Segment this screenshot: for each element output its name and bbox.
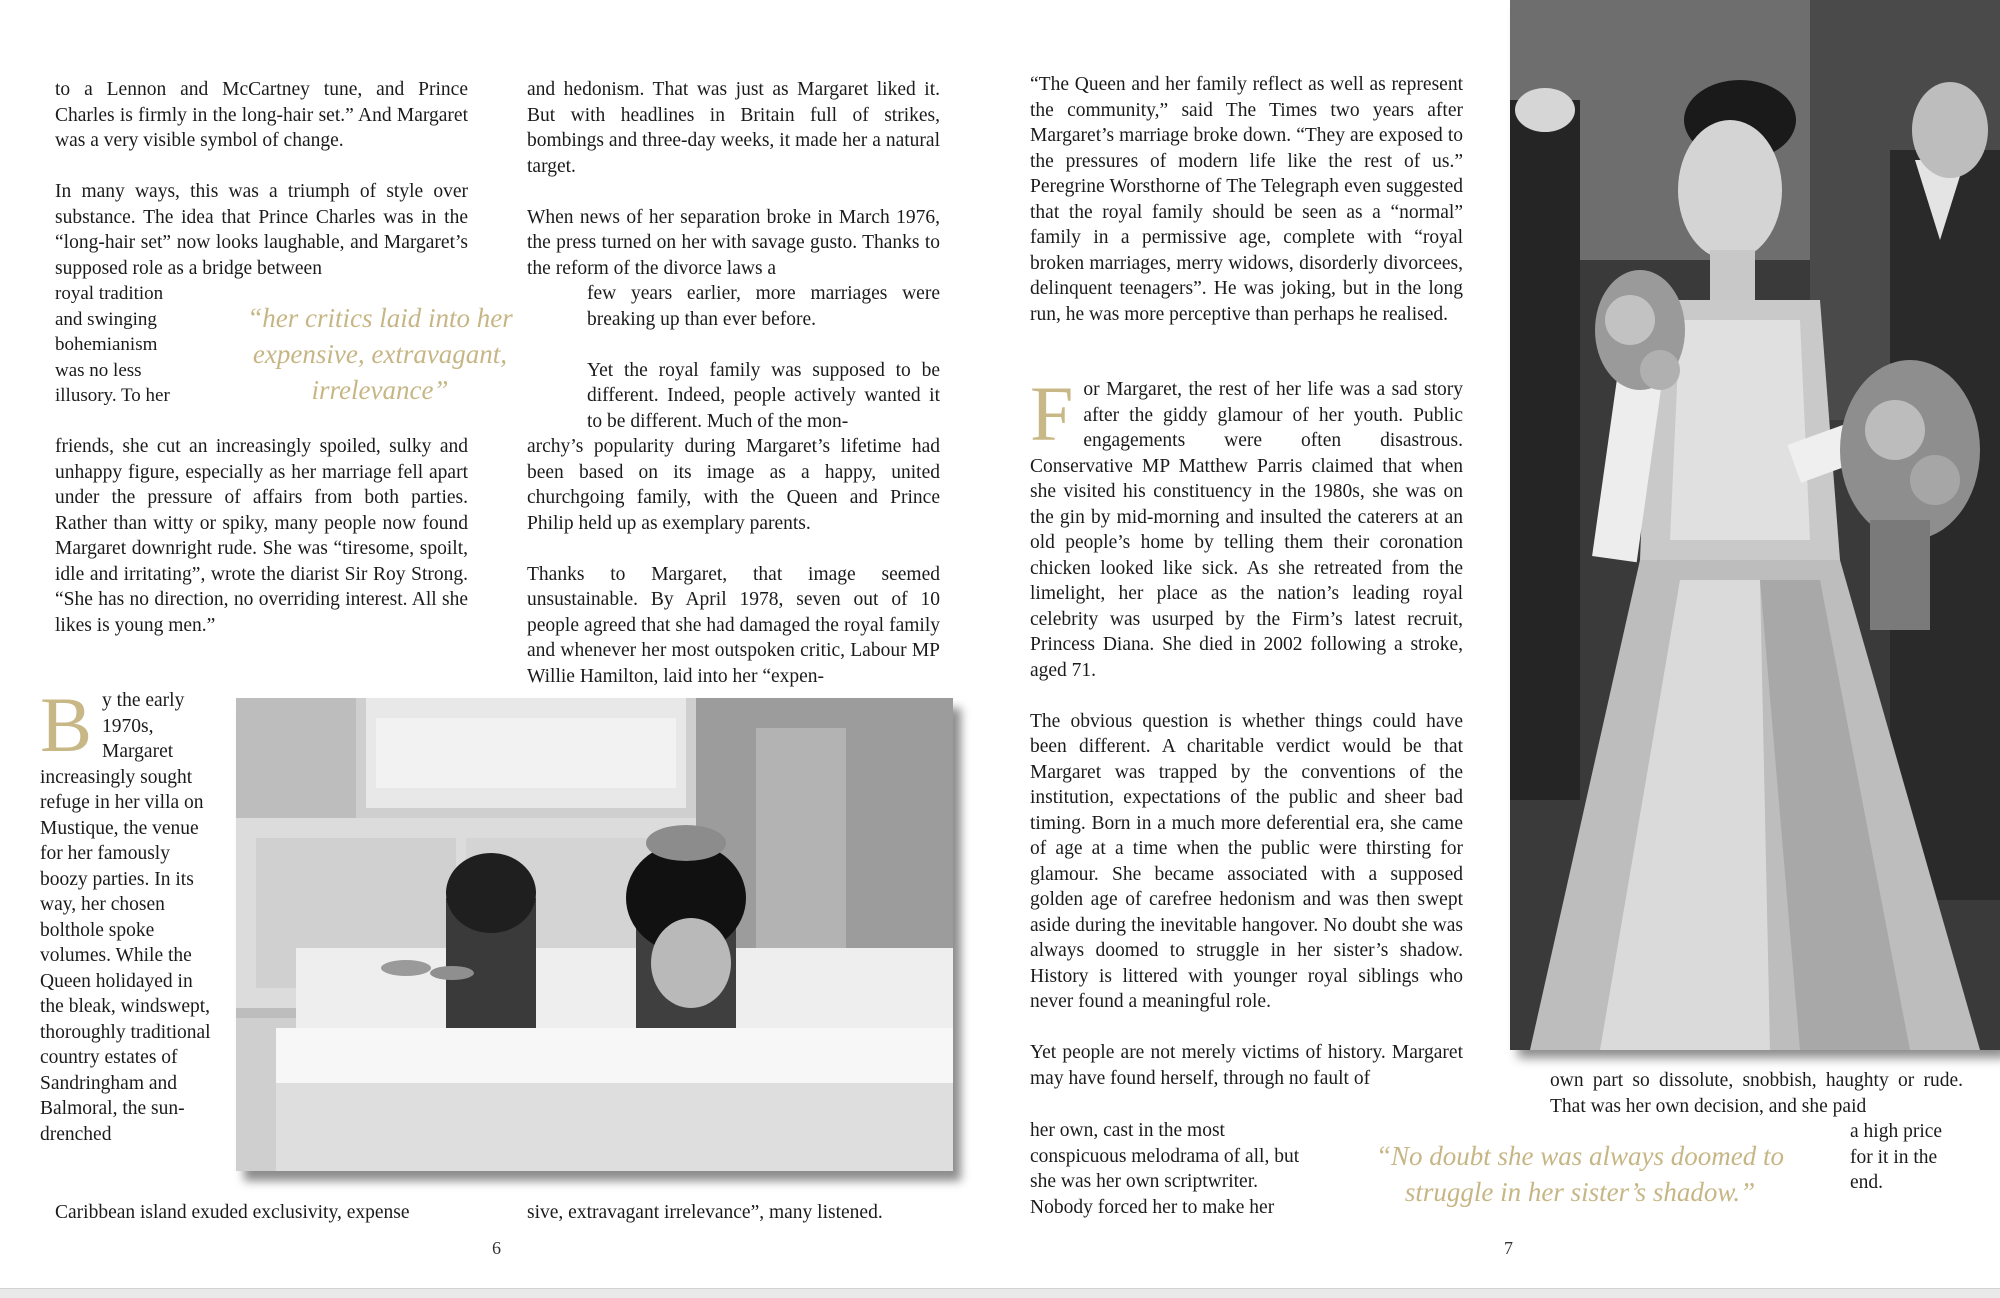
left-col2-para2-indent: few years earlier, more marriages were breaking up than ever before. — [587, 283, 940, 330]
bath-photo-image — [236, 698, 953, 1171]
bath-photo — [236, 698, 953, 1171]
gown-photo-image — [1510, 0, 2000, 1050]
left-col1-dropcap-paragraph — [40, 681, 216, 1147]
left-col1-top — [55, 77, 468, 281]
left-col2-indent — [587, 281, 940, 434]
dropcap-f: F — [1030, 370, 1074, 457]
right-col1-para2: or Margaret, the rest of her life was a sad story after the giddy glamour of her youth. Public engagements were often disastrous. Conservative MP Matthew Parris claimed that when she visited his constituency in the 1980s, she was on the gin by mid-morning and insulted the caterers at an old people’s home by telling them their coronation chicken looked like sick. As she retreated from the limelight, her place as the nation’s leading royal celebrity was usurped by the Firm’s latest recruit, Princess Diana. She died in 2002 following a stroke, aged 71. — [1030, 379, 1463, 681]
left-col1-para1: to a Lennon and McCartney tune, and Prince Charles is firmly in the long-hair set.” And Margaret was a very visible symbol of change. — [55, 79, 468, 151]
left-col1-beside-photo: y the early 1970s, Margaret increasingly sought refuge in her villa on Mustique, the venue for her famously boozy parties. In its way, her chosen bolthole spoke volumes. While the Queen holidayed in the bleak, windswept, thoroughly traditional country estates of Sandringham and Balmoral, the sun-drenched — [40, 690, 211, 1145]
right-pull-quote: “No doubt she was always doomed to struggle in her sister’s shadow.” — [1375, 1141, 1785, 1207]
right-col1-para4: Yet people are not merely victims of history. Margaret may have found herself, through no fault of — [1030, 1042, 1463, 1089]
gown-photo — [1510, 0, 2000, 1050]
right-col1-para3: The obvious question is whether things could have been different. A charitable verdict would be that Margaret was trapped by the conventions of the institution, expectations of the public and sheer bad timing. Born in a much more deferential era, she came of age at a time when the public were thirsting for glamour. She became associated with a supposed golden age of carefree hedonism and was then swept aside during the inevitable hangover. No doubt she was always doomed to struggle in her sister’s shadow. History is littered with younger royal siblings who never found a meaningful role. — [1030, 710, 1463, 1012]
left-col1-after: friends, she cut an increasingly spoiled, sulky and unhappy figure, especially as her marriage fell apart under the pressure of affairs from both parties. Rather than witty or spiky, many people now found Margaret downright rude. She was “tiresome, spoilt, idle and irritating”, wrote the diarist Sir Roy Strong. “She has no direction, no overriding interest. All she likes is young men.” — [55, 436, 468, 636]
left-col1-para2: In many ways, this was a triumph of style over substance. The idea that Prince Charles was in the “long-hair set” now looks laughable, and Margaret’s supposed role as a bridge between — [55, 181, 468, 279]
left-col2-bottom — [527, 434, 940, 689]
right-col2-narrow: a high price for it in the end. — [1850, 1121, 1943, 1193]
right-col1-narrow: her own, cast in the most conspicuous melodrama of all, but she was her own scriptwriter. Nobody forced her to make her — [1030, 1120, 1300, 1218]
left-col2-top — [527, 77, 940, 281]
left-col2-para4: Thanks to Margaret, that image seemed unsustainable. By April 1978, seven out of 10 people agreed that she had damaged the royal family and whenever her most outspoken critic, Labour MP Willie Hamilton, laid into her “expen- — [527, 563, 940, 687]
left-col2-para3-indent: Yet the royal family was supposed to be different. Indeed, people actively wanted it to be different. Much of the mon- — [587, 359, 940, 432]
left-col2-para3: archy’s popularity during Margaret’s lifetime had been based on its image as a happy, united churchgoing family, with the Queen and Prince Philip held up as exemplary parents. — [527, 436, 940, 534]
left-col2-last-line: sive, extravagant irrelevance”, many listened. — [527, 1202, 883, 1223]
right-col2-top: own part so dissolute, snobbish, haughty or rude. That was her own decision, and she paid — [1550, 1070, 1963, 1117]
left-col1-narrow: royal tradition and swinging bohemianism was no less illusory. To her — [55, 283, 170, 406]
right-col1-dropcap-paragraph — [1030, 370, 1463, 1091]
dropcap-b: B — [40, 681, 93, 768]
page-number-left: 6 — [492, 1238, 501, 1258]
left-pull-quote: “her critics laid into her expensive, extravagant, irrelevance” — [247, 303, 513, 405]
left-col2-para2: When news of her separation broke in March 1976, the press turned on her with savage gusto. Thanks to the reform of the divorce laws a — [527, 206, 940, 279]
page-number-right: 7 — [1504, 1238, 1513, 1258]
right-col1-top — [1030, 72, 1463, 327]
left-col2-para1: and hedonism. That was just as Margaret liked it. But with headlines in Britain full of strikes, bombings and three-day weeks, it made her a natural target. — [527, 79, 940, 177]
left-col1-last-line: Caribbean island exuded exclusivity, expense — [55, 1202, 410, 1223]
right-col1-para1: “The Queen and her family reflect as well as represent the community,” said The Times two years after Margaret’s marriage broke down. “They are exposed to the pressures of modern life like the rest of us.” Peregrine Worsthorne of The Telegraph even suggested that the royal family should be seen as a “normal” family in a permissive age, complete with “royal broken marriages, merry widows, disorderly divorcees, delinquent teenagers”. He was joking, but in the long run, he was more perceptive than perhaps he realised. — [1030, 74, 1463, 325]
